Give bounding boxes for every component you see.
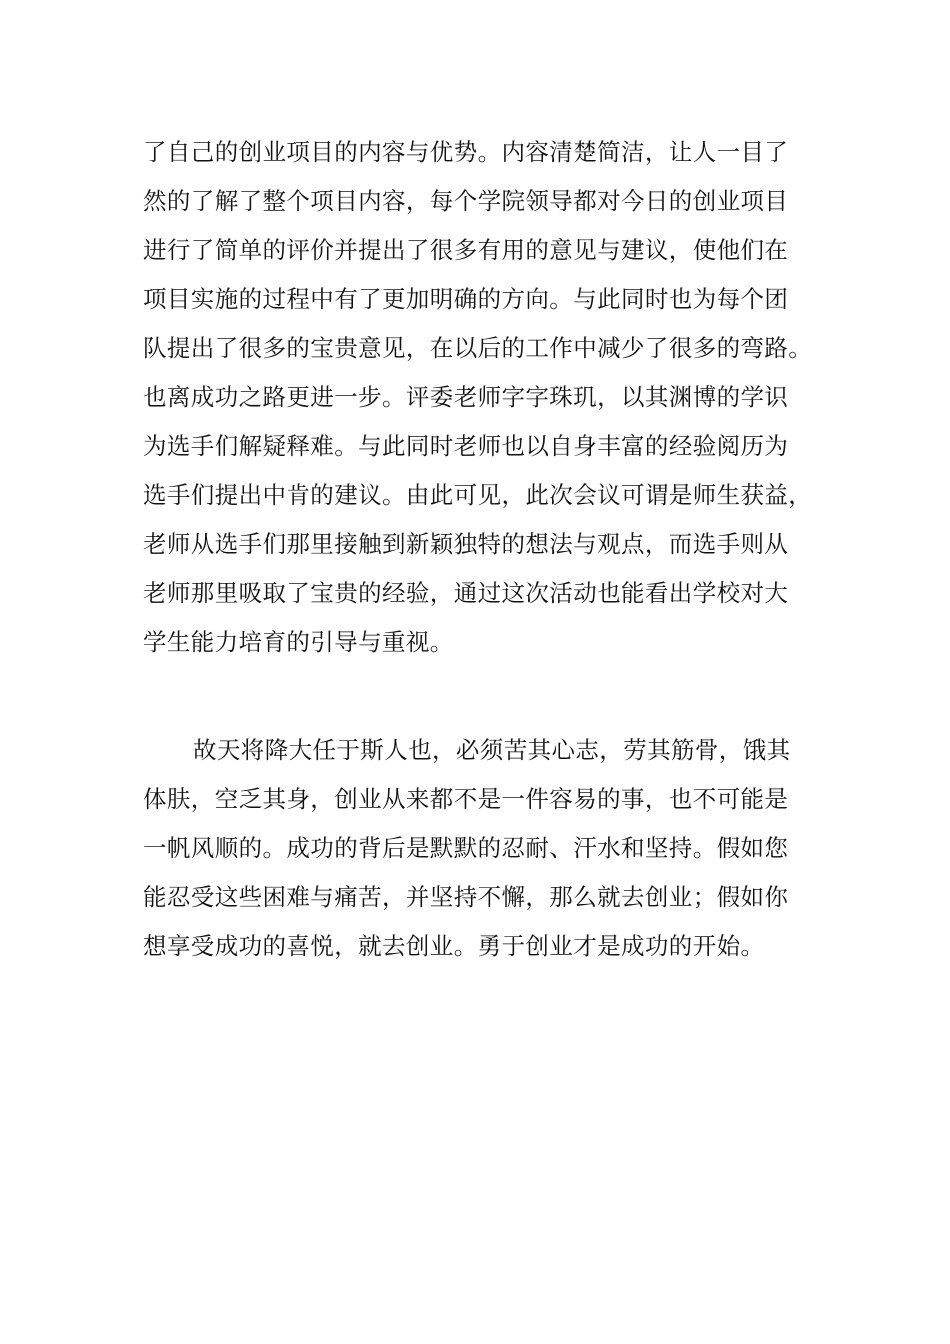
- text-line: 选手们提出中肯的建议。由此可见，此次会议可谓是师生获益，: [143, 481, 813, 509]
- text-line: 也离成功之路更进一步。评委老师字字珠玑，以其渊博的学识: [143, 383, 789, 411]
- text-line: 老师从选手们那里接触到新颖独特的想法与观点，而选手则从: [143, 530, 789, 558]
- text-line: 老师那里吸取了宝贵的经验，通过这次活动也能看出学校对大: [143, 579, 789, 607]
- text-line: 故天将降大任于斯人也，必须苦其心志，劳其筋骨，饿其: [193, 736, 791, 764]
- text-line: 进行了简单的评价并提出了很多有用的意见与建议，使他们在: [143, 236, 789, 264]
- text-line: 项目实施的过程中有了更加明确的方向。与此同时也为每个团: [143, 285, 789, 313]
- text-line: 想享受成功的喜悦，就去创业。勇于创业才是成功的开始。: [143, 932, 765, 960]
- text-line: 为选手们解疑释难。与此同时老师也以自身丰富的经验阅历为: [143, 432, 789, 460]
- text-line: 一帆风顺的。成功的背后是默默的忍耐、汗水和坚持。假如您: [143, 834, 789, 862]
- text-line: 队提出了很多的宝贵意见，在以后的工作中减少了很多的弯路。: [143, 334, 813, 362]
- text-line: 体肤，空乏其身，创业从来都不是一件容易的事，也不可能是: [143, 785, 789, 813]
- text-line: 了自己的创业项目的内容与优势。内容清楚简洁，让人一目了: [143, 138, 789, 166]
- text-line: 然的了解了整个项目内容，每个学院领导都对今日的创业项目: [143, 187, 789, 215]
- text-line: 学生能力培育的引导与重视。: [143, 628, 454, 656]
- text-line: 能忍受这些困难与痛苦，并坚持不懈，那么就去创业；假如你: [143, 883, 789, 911]
